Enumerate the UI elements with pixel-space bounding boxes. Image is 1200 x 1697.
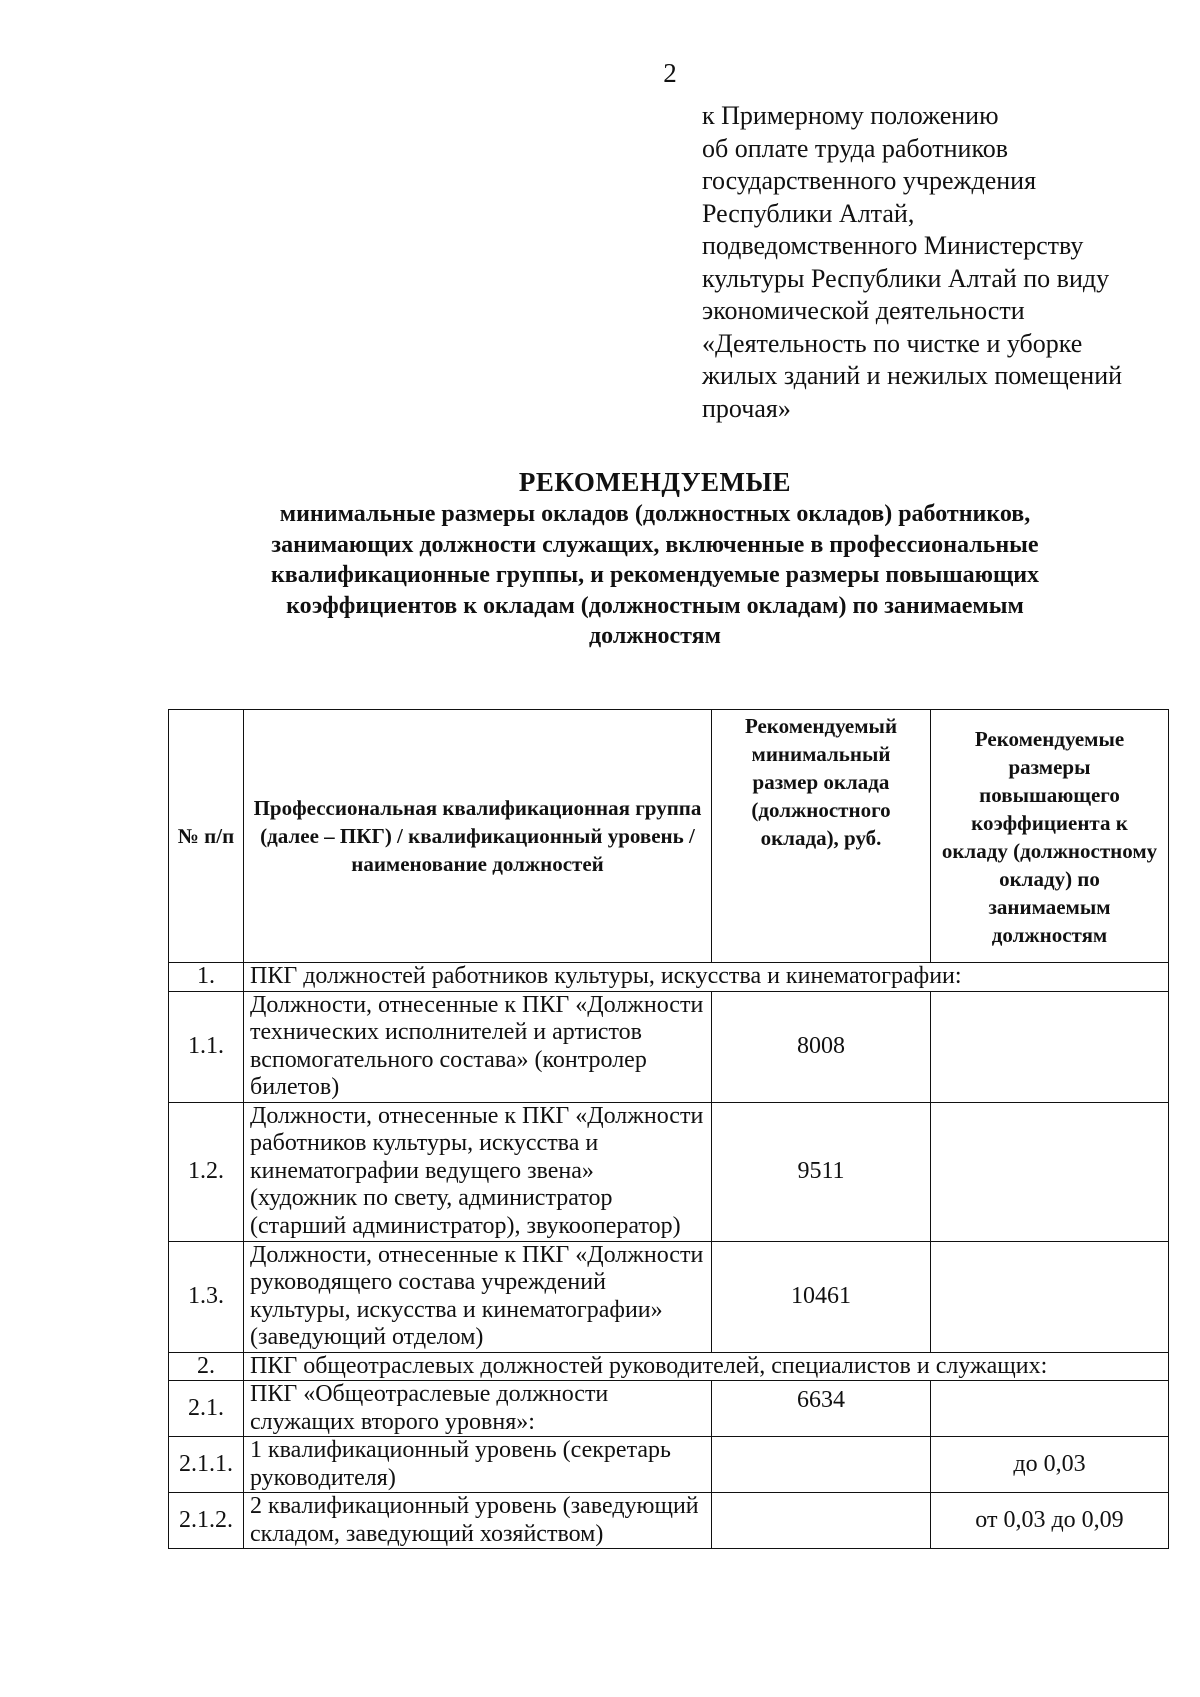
row-num: 2. bbox=[169, 1352, 244, 1381]
header-salary bbox=[712, 710, 931, 963]
appendix-line: к Примерному положению bbox=[702, 101, 999, 130]
subtitle-line: квалификационные группы, и рекомендуемые размеры повышающих bbox=[270, 562, 1040, 588]
appendix-line: культуры Республики Алтай по виду bbox=[702, 263, 1110, 293]
header-salary-label: Рекомендуемый минимальный размер оклада (должностного оклада), руб. bbox=[744, 714, 898, 850]
appendix-line: подведомственного Министерству bbox=[702, 231, 1084, 260]
appendix-line: об оплате труда работников bbox=[702, 133, 1009, 163]
row-salary bbox=[712, 1437, 931, 1493]
row-num: 1.3. bbox=[169, 1241, 244, 1352]
row-coefficient: от 0,03 до 0,09 bbox=[931, 1493, 1169, 1549]
subtitle-line: коэффициентов к окладам (должностным окладам) по занимаемым bbox=[286, 592, 1024, 619]
subtitle-line: должностям bbox=[589, 623, 721, 649]
table-row bbox=[169, 1102, 1169, 1241]
row-coefficient bbox=[931, 1381, 1169, 1437]
subtitle-line: минимальные размеры окладов (должностных окладов) работников, bbox=[279, 501, 1031, 527]
row-coefficient bbox=[931, 991, 1169, 1102]
row-salary: 10461 bbox=[712, 1241, 931, 1352]
subtitle-line: занимающих должности служащих, включенные в профессиональные bbox=[271, 531, 1039, 558]
row-position-name: Должности, отнесенные к ПКГ «Должности руководящего состава учреждений культуры, искусства и кинематографии» (заведующий отделом) bbox=[244, 1241, 712, 1352]
row-num: 2.1.2. bbox=[169, 1493, 244, 1549]
document-subtitle bbox=[150, 499, 1160, 652]
table-row bbox=[169, 1352, 1169, 1381]
row-coefficient bbox=[931, 1102, 1169, 1241]
row-position-name: Должности, отнесенные к ПКГ «Должности технических исполнителей и артистов вспомогательного состава» (контролер билетов) bbox=[244, 991, 712, 1102]
table-row bbox=[169, 963, 1169, 992]
table-row bbox=[169, 991, 1169, 1102]
header-coef bbox=[931, 710, 1169, 963]
appendix-line: жилых зданий и нежилых помещений bbox=[702, 361, 1123, 390]
row-num: 1.1. bbox=[169, 991, 244, 1102]
page-number: 2 bbox=[663, 58, 677, 88]
row-salary: 8008 bbox=[712, 991, 931, 1102]
table-row bbox=[169, 1493, 1169, 1549]
document-title: РЕКОМЕНДУЕМЫЕ bbox=[518, 467, 792, 497]
row-position-name: ПКГ «Общеотраслевые должности служащих второго уровня»: bbox=[244, 1381, 712, 1437]
header-name bbox=[244, 710, 712, 963]
header-name-label: Профессиональная квалификационная группа (далее – ПКГ) / квалификационный уровень / наименование должностей bbox=[253, 796, 702, 876]
appendix-line: экономической деятельности bbox=[702, 296, 1025, 325]
row-num: 1.2. bbox=[169, 1102, 244, 1241]
row-coefficient bbox=[931, 1241, 1169, 1352]
row-position-name: Должности, отнесенные к ПКГ «Должности работников культуры, искусства и кинематографии ведущего звена» (художник по свету, администратор (старший администратор), звукооператор) bbox=[244, 1102, 712, 1241]
document-title-block bbox=[150, 465, 1160, 652]
row-salary: 6634 bbox=[712, 1381, 931, 1437]
appendix-line: «Деятельность по чистке и уборке bbox=[702, 328, 1083, 358]
row-coefficient: до 0,03 bbox=[931, 1437, 1169, 1493]
row-num: 2.1.1. bbox=[169, 1437, 244, 1493]
appendix-line: Республики Алтай, bbox=[702, 198, 915, 228]
table-row bbox=[169, 1437, 1169, 1493]
section-title: ПКГ общеотраслевых должностей руководителей, специалистов и служащих: bbox=[244, 1352, 1169, 1381]
section-title: ПКГ должностей работников культуры, искусства и кинематографии: bbox=[244, 963, 1169, 992]
row-position-name: 1 квалификационный уровень (секретарь руководителя) bbox=[244, 1437, 712, 1493]
row-salary: 9511 bbox=[712, 1102, 931, 1241]
header-num bbox=[169, 710, 244, 963]
appendix-reference bbox=[702, 100, 1182, 425]
salary-table bbox=[168, 709, 1169, 1549]
table-row bbox=[169, 1381, 1169, 1437]
header-coef-label: Рекомендуемые размеры повышающего коэффициента к окладу (должностному окладу) по занимаемым должностям bbox=[941, 727, 1158, 947]
appendix-line: государственного учреждения bbox=[702, 166, 1037, 195]
row-salary bbox=[712, 1493, 931, 1549]
row-num: 1. bbox=[169, 963, 244, 992]
header-num-label: № п/п bbox=[177, 824, 235, 848]
row-num: 2.1. bbox=[169, 1381, 244, 1437]
table-header-row bbox=[169, 710, 1169, 963]
table-row bbox=[169, 1241, 1169, 1352]
appendix-line: прочая» bbox=[702, 393, 791, 423]
row-position-name: 2 квалификационный уровень (заведующий складом, заведующий хозяйством) bbox=[244, 1493, 712, 1549]
